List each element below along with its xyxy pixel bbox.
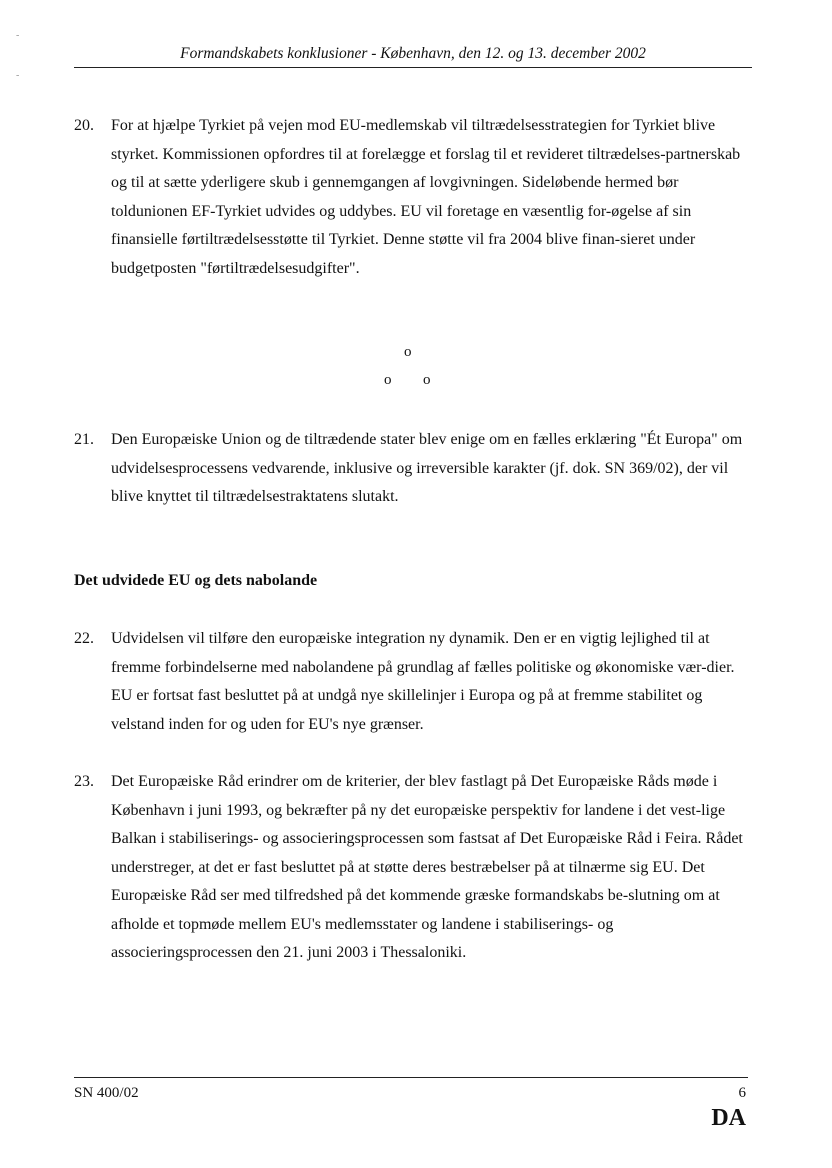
margin-mark: - [16, 70, 20, 81]
page-number: 6 [738, 1085, 746, 1101]
paragraph-text: For at hjælpe Tyrkiet på vejen mod EU-medlemskab vil tiltrædelsesstrategien for Tyrkiet blive styrket. Kommissionen opfordres til at forelægge et forslag til et revideret tiltrædelses-partnerskab og til at sætte yderligere skub i gennemgangen af lovgivningen. Sideløbende hermed bør toldunionen EF-Tyrkiet udvides og uddybes. EU vil foretage en væsentlig for-øgelse af sin finansielle førtiltrædelsesstøtte til Tyrkiet. Denne støtte vil fra 2004 blive finan-sieret under budgetposten "førtiltrædelsesudgifter". [111, 117, 741, 277]
section-heading: Det udvidede EU og dets nabolande [74, 572, 318, 589]
paragraph-number: 20. [74, 117, 94, 134]
paragraph-number: 22. [74, 630, 94, 647]
separator-mark: o [404, 344, 412, 360]
paragraph-number: 21. [74, 431, 94, 448]
paragraph-21 [74, 426, 754, 512]
language-code: DA [711, 1105, 746, 1131]
paragraph-20 [74, 112, 754, 283]
paragraph-23 [74, 768, 754, 968]
margin-mark: - [16, 30, 20, 41]
paragraph-text: Det Europæiske Råd erindrer om de kriterier, der blev fastlagt på Det Europæiske Råds møde i København i juni 1993, og bekræfter på ny det europæiske perspektiv for landene i det vest-lige Balkan i stabiliserings- og associeringsprocessen som fastsat af Det Europæiske Råd i Feira. Rådet understreger, at det er fast besluttet på at støtte deres bestræbelser på at tilnærme sig EU. Det Europæiske Råd ser med tilfredshed på det kommende græske formandskabs be-slutning om at afholde et topmøde mellem EU's medlemsstater og landene i stabiliserings- og associeringsprocessen den 21. juni 2003 i Thessaloniki. [111, 773, 743, 961]
paragraph-number: 23. [74, 773, 94, 790]
separator-mark: o [423, 372, 431, 388]
document-reference: SN 400/02 [74, 1085, 139, 1101]
paragraph-22 [74, 625, 754, 739]
footer-rule [74, 1077, 748, 1078]
running-header: Formandskabets konklusioner - København, den 12. og 13. december 2002 [180, 45, 646, 62]
header-rule [74, 67, 752, 68]
separator-mark: o [384, 372, 392, 388]
paragraph-text: Den Europæiske Union og de tiltrædende stater blev enige om en fælles erklæring "Ét Europa" om udvidelsesprocessens vedvarende, inklusive og irreversible karakter (jf. dok. SN 369/02), der vil blive knyttet til tiltrædelsestraktatens slutakt. [111, 431, 743, 505]
paragraph-text: Udvidelsen vil tilføre den europæiske integration ny dynamik. Den er en vigtig lejlighed til at fremme forbindelserne med nabolandene på grundlag af fælles politiske og økonomiske vær-dier. EU er fortsat fast besluttet på at undgå nye skillelinjer i Europa og på at fremme stabilitet og velstand inden for og uden for EU's nye grænser. [111, 630, 735, 733]
